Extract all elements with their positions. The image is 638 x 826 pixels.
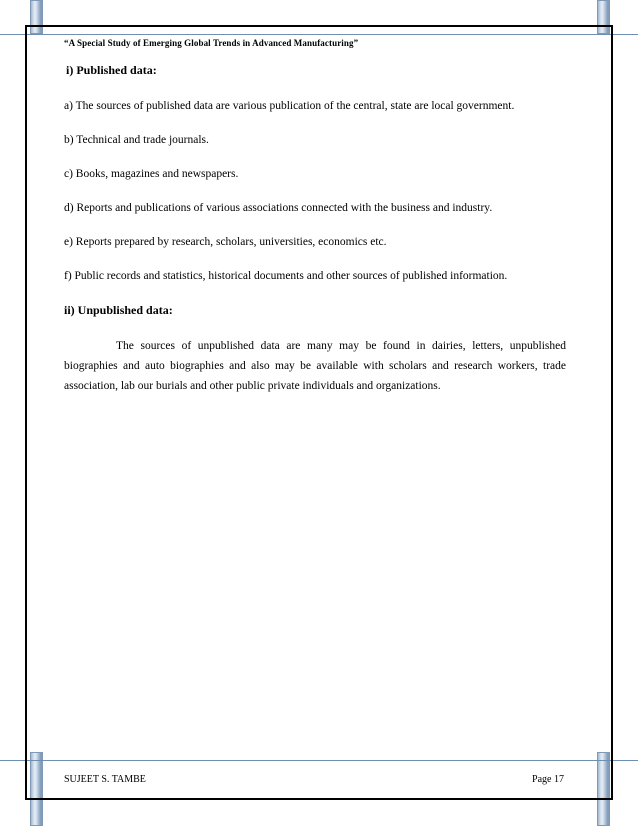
footer-page-number: Page 17 (532, 774, 564, 785)
page-body (64, 60, 566, 396)
published-item-f: f) Public records and statistics, historical documents and other sources of published information. (64, 270, 508, 282)
section-heading-published: i) Published data: (66, 63, 157, 77)
published-item-d: d) Reports and publications of various associations connected with the business and industry. (64, 202, 493, 214)
page-header-title: “A Special Study of Emerging Global Trends in Advanced Manufacturing” (64, 38, 359, 48)
published-item-c: c) Books, magazines and newspapers. (64, 168, 239, 180)
published-item-a: a) The sources of published data are various publication of the central, state are local government. (64, 100, 515, 112)
unpublished-paragraph: The sources of unpublished data are many may be found in dairies, letters, unpublished biographies and auto biographies and also may be available with scholars and research workers, trade association, lab our burials and other public private individuals and organizations. (64, 340, 566, 392)
section-heading-unpublished: ii) Unpublished data: (64, 303, 173, 317)
published-item-b: b) Technical and trade journals. (64, 134, 209, 146)
footer-author: SUJEET S. TAMBE (64, 774, 146, 785)
published-item-e: e) Reports prepared by research, scholars, universities, economics etc. (64, 236, 387, 248)
